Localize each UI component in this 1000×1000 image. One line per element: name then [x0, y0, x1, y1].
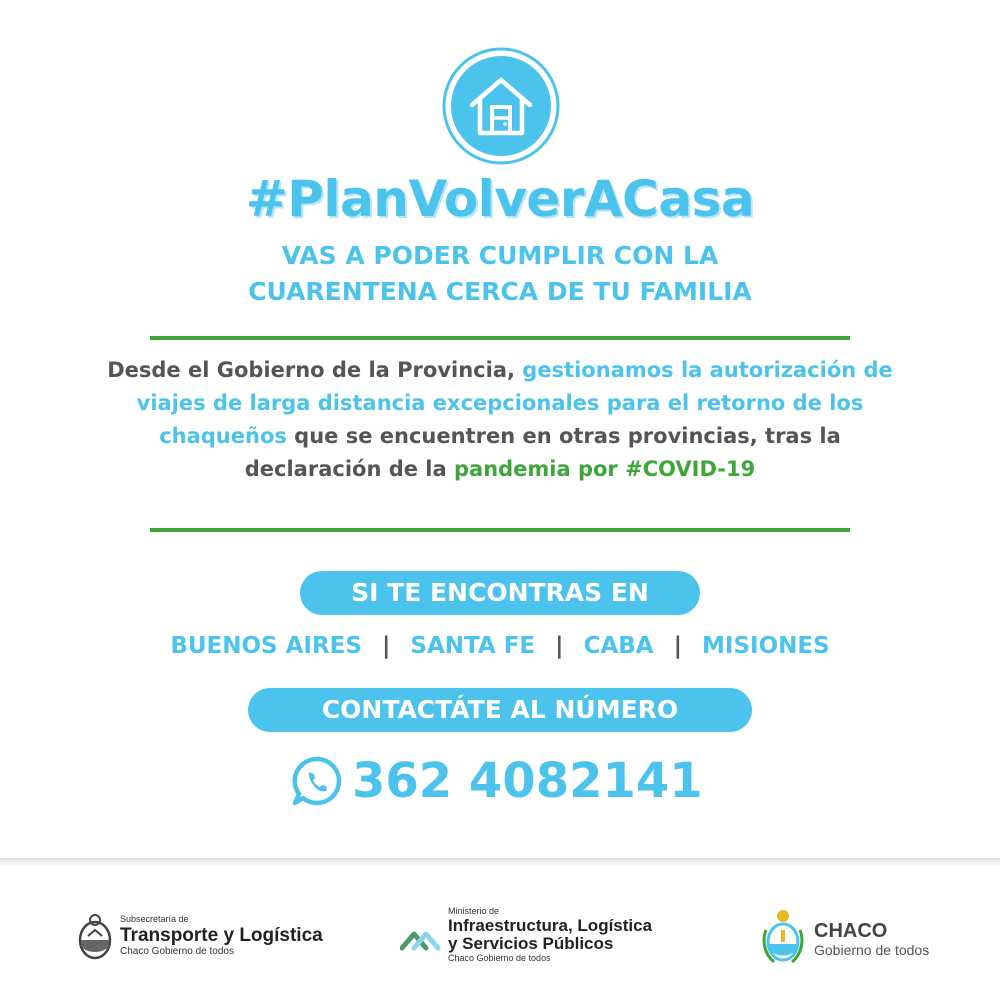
- phone-number[interactable]: 362 4082141: [352, 753, 703, 809]
- transport-logo-line1: Subsecretaría de: [120, 914, 189, 924]
- city-caba: CABA: [583, 633, 654, 659]
- city-separator: |: [673, 633, 683, 659]
- transport-logo-line3: Chaco Gobierno de todos: [120, 946, 234, 957]
- ministry-logo-line2: Infraestructura, Logística: [448, 916, 653, 935]
- ministry-logo-line4: Chaco Gobierno de todos: [448, 953, 551, 963]
- body-text-middle: que se encuentren en otras provincias, tras la declaración de la: [244, 424, 841, 481]
- chaco-emblem-icon: [760, 908, 806, 968]
- city-santa-fe: SANTA FE: [410, 633, 536, 659]
- city-list: [0, 626, 1000, 666]
- phone-row[interactable]: [290, 752, 730, 812]
- divider-top: [150, 336, 850, 340]
- campaign-hashtag: #PlanVolverACasa: [245, 170, 755, 228]
- body-paragraph: [100, 354, 900, 486]
- subtitle-line-2: CUARENTENA CERCA DE TU FAMILIA: [248, 277, 752, 306]
- location-pill: SI TE ENCONTRAS EN: [300, 571, 700, 615]
- city-misiones: MISIONES: [702, 633, 830, 659]
- footer: [0, 866, 1000, 1000]
- transport-logo: [76, 910, 376, 970]
- chevron-logo-icon: [400, 924, 442, 954]
- footer-shadow: [0, 858, 1000, 866]
- city-separator: |: [555, 633, 564, 659]
- city-separator: |: [381, 633, 391, 659]
- chaco-logo: [760, 908, 980, 970]
- body-text-covid: pandemia por #COVID-19: [453, 457, 756, 481]
- contact-pill: CONTACTÁTE AL NÚMERO: [248, 688, 752, 732]
- ministry-logo-line3: y Servicios Públicos: [448, 934, 614, 953]
- ministry-logo: [400, 906, 700, 972]
- chaco-logo-title: CHACO: [814, 920, 888, 942]
- body-text-intro: Desde el Gobierno de la Provincia,: [107, 358, 523, 382]
- whatsapp-icon: [290, 754, 344, 808]
- body-text-highlight: gestionamos la autorización de viajes de larga distancia excepcionales para el retorno de los chaqueños: [136, 358, 893, 448]
- ministry-logo-line1: Ministerio de: [448, 906, 500, 916]
- subtitle-line-1: VAS A PODER CUMPLIR CON LA: [281, 241, 719, 270]
- house-icon: [442, 47, 560, 165]
- transport-logo-line2: Transporte y Logística: [120, 925, 323, 946]
- city-buenos-aires: BUENOS AIRES: [170, 633, 362, 659]
- chaco-logo-subtitle: Gobierno de todos: [814, 942, 930, 958]
- coat-of-arms-icon: [76, 912, 114, 964]
- divider-bottom: [150, 528, 850, 532]
